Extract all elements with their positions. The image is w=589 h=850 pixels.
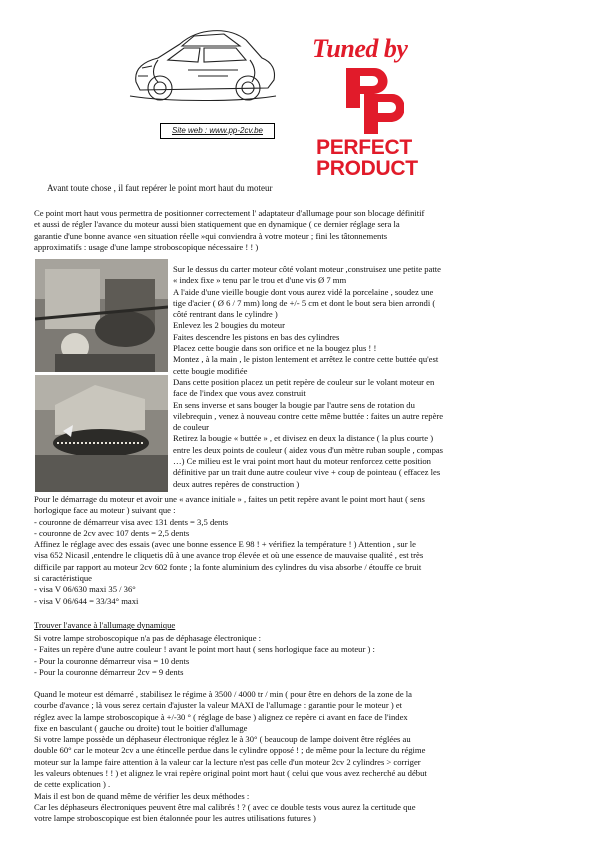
text-line: tige d'acier ( Ø 6 / 7 mm) long de +/- 5 cm et dont le bout sera bien arrondi ( xyxy=(173,297,436,308)
paragraph-initial-advance xyxy=(34,494,425,607)
text-line: horlogique face au moteur ) suivant que : xyxy=(34,505,176,516)
perfect-product-logo-icon xyxy=(342,66,404,136)
paragraph-purpose xyxy=(34,208,424,253)
intro-text: Avant toute chose , il faut repérer le point mort haut du moteur xyxy=(47,183,273,193)
flywheel-photo-bottom xyxy=(35,375,168,492)
section-title-dynamic-advance: Trouver l'avance à l'allumage dynamique xyxy=(34,620,176,630)
text-line: deux autres repères de construction ) xyxy=(173,478,300,489)
text-line: et aussi de régler l'avance du moteur aussi bien statiquement que en dynamique ( ce dernier réglage sera la xyxy=(34,219,400,230)
text-line: - Faites un repère d'une autre couleur ! avant le point mort haut ( sens horlogique face au moteur ) : xyxy=(34,644,375,655)
text-line: Quand le moteur est démarré , stabilisez le régime à 3500 / 4000 tr / min ( pour être en dehors de la zone de la xyxy=(34,689,412,699)
brand-name-line-1: PERFECT xyxy=(316,136,412,159)
text-line: approximatifs : usage d'une lampe stroboscopique nécessaire ! ! ) xyxy=(34,241,259,252)
text-line: les valeurs obtenues ! ! ) et alignez le vrai repère original point mort haut ( celui que vous avez recherché au début xyxy=(34,768,427,779)
text-line: Si votre lampe stroboscopique n'a pas de déphasage électronique : xyxy=(34,633,262,643)
text-line: - couronne de démarreur visa avec 131 dents = 3,5 dents xyxy=(34,516,229,527)
text-line: Si votre lampe possède un déphaseur électronique réglez le à 30° ( beaucoup de lampe doivent être réglées au xyxy=(34,734,411,745)
text-line: courbe d'avance ; là vous serez certain d'ajuster la valeur MAXI de l'allumage : garantie pour le moteur ) et xyxy=(34,700,403,711)
car-sketch-icon xyxy=(128,16,278,111)
text-line: garantie d'une bonne avance «en situation réelle »qui conviendra à votre moteur ; fini les tâtonnements xyxy=(34,230,388,241)
text-line: …) Ce milieu est le vrai point mort haut du moteur renforcez cette position xyxy=(173,456,431,467)
text-line: entre les deux points de couleur ( aidez vous d'un mètre ruban souple , compas xyxy=(173,444,444,455)
text-line: En sens inverse et sans bouger la bougie par l'autre sens de rotation du xyxy=(173,399,415,410)
procedure-steps xyxy=(173,264,443,490)
paragraph-adjustment xyxy=(34,689,427,825)
text-line: de cette explication ) . xyxy=(34,779,111,790)
text-line: définitive par un trait dune autre couleur vive + coup de pointeau ( effacez les xyxy=(173,467,441,478)
text-line: Faites descendre les pistons en bas des cylindres xyxy=(173,331,340,342)
text-line: Car les déphaseurs électroniques peuvent être mal calibrés ! ? ( avec ce double tests vous aurez la certitude que xyxy=(34,801,416,812)
text-line: Mais il est bon de quand même de vérifier les deux méthodes : xyxy=(34,790,250,801)
text-line: - visa V 06/644 = 33/34° maxi xyxy=(34,595,139,606)
text-line: fixe en basculant ( gauche ou droite) tout le boitier d'allumage xyxy=(34,722,248,733)
text-line: difficile par rapport au moteur 2cv 602 fonte ; la fonte aluminium des cylindres du visa absorbe / étouffe ce bruit xyxy=(34,561,422,572)
text-line: Pour le démarrage du moteur et avoir une « avance initiale » , faites un petit repère avant le point mort haut ( sens xyxy=(34,494,425,504)
text-line: votre lampe stroboscopique est bien étalonnée pour les autres utilisations futures ) xyxy=(34,813,316,824)
text-line: face de l'index que vous avez construit xyxy=(173,388,306,399)
text-line: de couleur xyxy=(173,422,210,433)
brand-name-line-2: PRODUCT xyxy=(316,157,418,180)
text-line: - Pour la couronne démarreur 2cv = 9 dents xyxy=(34,666,184,677)
text-line: - Pour la couronne démarreur visa = 10 dents xyxy=(34,655,190,666)
text-line: double 60° car le moteur 2cv a une étincelle perdue dans le cylindre opposé ! ; de même pour la lecture du régime xyxy=(34,745,426,756)
text-line: A l'aide d'une vieille bougie dont vous aurez vidé la porcelaine , soudez une xyxy=(173,286,434,297)
text-line: Ce point mort haut vous permettra de positionner correctement l' adaptateur d'allumage pour son blocage définitif xyxy=(34,208,425,218)
site-web-link[interactable]: Site web : www.pp-2cv.be xyxy=(160,123,275,139)
text-line: vilebrequin , venez à nouveau contre cette même buttée : faites un autre repère xyxy=(173,410,444,421)
text-line: si caractéristique xyxy=(34,573,92,584)
text-line: Retirez la bougie « buttée » , et divisez en deux la distance ( la plus courte ) xyxy=(173,433,434,444)
text-line: Enlevez les 2 bougies du moteur xyxy=(173,320,285,331)
text-line: Dans cette position placez un petit repère de couleur sur le volant moteur en xyxy=(173,376,435,387)
text-line: « index fixe » tenu par le trou et d'une vis Ø 7 mm xyxy=(173,275,347,286)
text-line: - visa V 06/630 maxi 35 / 36° xyxy=(34,584,136,595)
text-line: Sur le dessus du carter moteur côté volant moteur ,construisez une petite patte xyxy=(173,264,441,274)
text-line: - couronne de 2cv avec 107 dents = 2,5 dents xyxy=(34,527,190,538)
text-line: moteur sur la lampe faire attention à la valeur car la lecture n'est pas celle d'un moteur 2cv 2 cylindres > corriger xyxy=(34,756,421,767)
text-line: cette bougie modifiée xyxy=(173,365,248,376)
text-line: réglez avec la lampe stroboscopique à +/-30 ° ( réglage de base ) alignez ce repère ci avant en face de l'index xyxy=(34,711,408,722)
paragraph-strobe xyxy=(34,633,375,678)
text-line: côté rentrant dans le cylindre ) xyxy=(173,309,278,320)
text-line: Placez cette bougie dans son orifice et ne la bougez plus ! ! xyxy=(173,343,377,354)
tuned-by-label: Tuned by xyxy=(312,34,408,63)
text-line: visa 652 Nicasil ,entendre le cliquetis dû à une avance trop élevée et où une essence de mauvaise qualité , est très xyxy=(34,550,424,561)
text-line: Affinez le réglage avec des essais (avec une bonne essence E 98 ! + vérifiez la température ! ) Attention , sur le xyxy=(34,539,416,550)
engine-photo-top xyxy=(35,259,168,372)
text-line: Montez , à la main , le piston lentement et arrêtez le contre cette buttée qu'est xyxy=(173,354,439,365)
